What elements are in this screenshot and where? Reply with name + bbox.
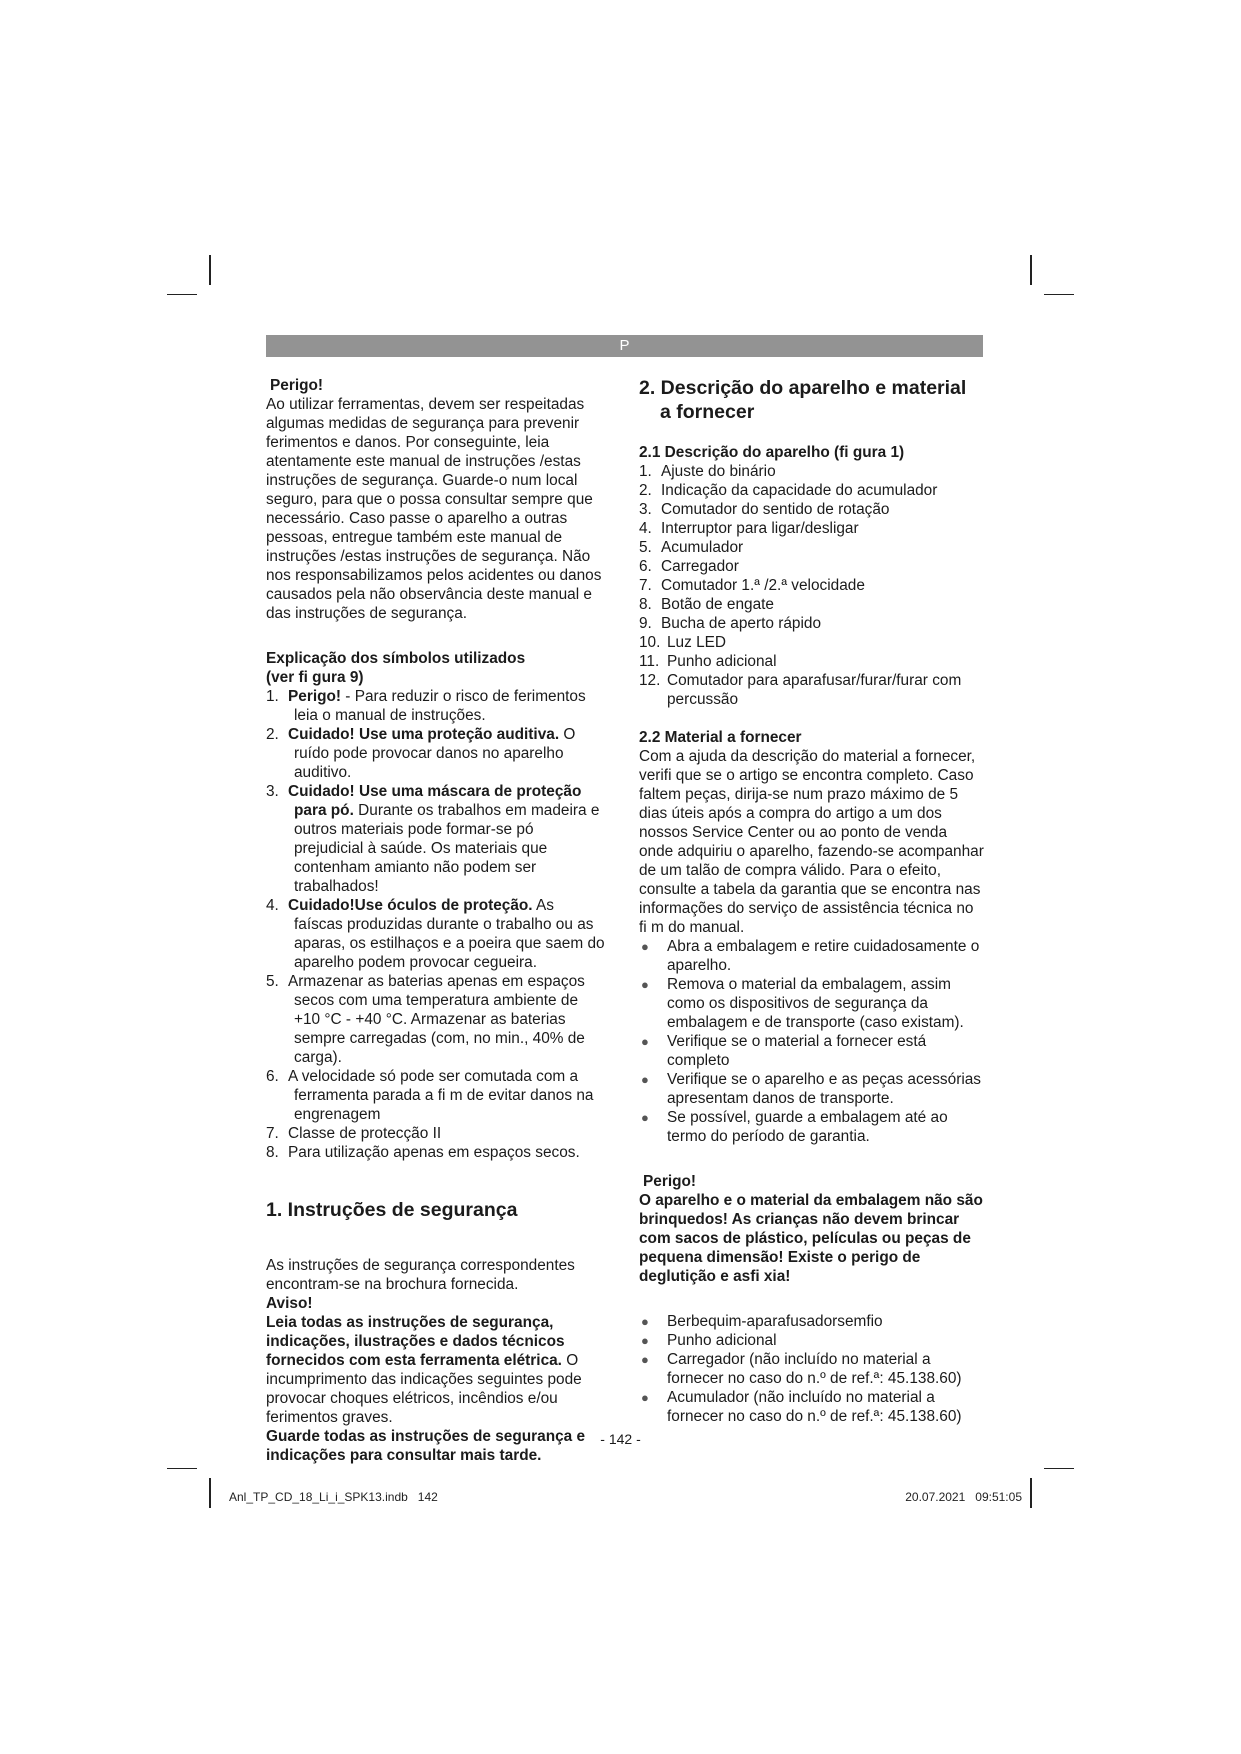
footer-file: Anl_TP_CD_18_Li_i_SPK13.indb 142 <box>229 1490 438 1504</box>
list-item: 8. Botão de engate <box>639 596 774 613</box>
crop-mark <box>209 255 211 285</box>
right-column <box>639 376 984 1426</box>
list-item: 9. Bucha de aperto rápido <box>639 615 822 632</box>
symbols-list <box>266 687 606 1162</box>
list-item: 3. Comutador do sentido de rotação <box>639 501 890 518</box>
perigo-heading: Perigo! <box>270 377 324 394</box>
sub22-paragraph: Com a ajuda da descrição do material a fornecer, verifi que se o artigo se encontra completo. Caso faltem peças, dirija-se num prazo máximo de 5 dias úteis após a compra do artigo a um dos nossos Service Center ou ao ponto de venda onde adquiriu o aparelho, fazendo-se acompanhar de um talão de compra válido. Para o efeito, consulte a tabela da garantia que se encontra nas informações do serviço de assistência técnica no fi m do manual. <box>639 748 984 936</box>
bullet-icon: ● <box>641 1390 649 1405</box>
symbols-heading-ref: (ver fi gura 9) <box>266 669 364 686</box>
perigo2-paragraph: O aparelho e o material da embalagem não são brinquedos! As crianças não devem brincar com sacos de plástico, películas ou peças de pequena dimensão! Existe o perigo de deglutição e asfi xia! <box>639 1192 983 1285</box>
list-item: 5. Armazenar as baterias apenas em espaços secos com uma temperatura ambiente de +10 °C - +40 °C. Armazenar as baterias sempre carregadas (com, no min., 40% de carga). <box>266 973 585 1066</box>
language-header-bar <box>266 335 983 357</box>
list-item: ● Abra a embalagem e retire cuidadosamente o aparelho. <box>641 938 980 974</box>
list-item: 11. Punho adicional <box>639 653 777 670</box>
bullet-icon: ● <box>641 1352 649 1367</box>
aviso-heading: Aviso! <box>266 1295 313 1312</box>
language-code: P <box>619 337 630 354</box>
section1-title: 1. Instruções de segurança <box>266 1199 518 1221</box>
crop-mark <box>1044 294 1074 295</box>
parts-list <box>639 462 984 709</box>
list-item: 4. Cuidado!Use óculos de proteção. As faíscas produzidas durante o trabalho ou as aparas, os estilhaços e a poeira que saem do aparelho podem provocar cegueira. <box>266 897 605 971</box>
perigo2-heading: Perigo! <box>643 1173 697 1190</box>
left-column <box>266 376 606 1465</box>
section2-title: 2. Descrição do aparelho e material a fornecer <box>639 377 967 423</box>
list-item: 1. Ajuste do binário <box>639 463 776 480</box>
sub22-title: 2.2 Material a fornecer <box>639 729 802 746</box>
footer-datetime: 20.07.2021 09:51:05 <box>905 1490 1022 1504</box>
list-item: 2. Cuidado! Use uma proteção auditiva. O ruído pode provocar danos no aparelho auditivo. <box>266 726 576 781</box>
perigo-paragraph: Ao utilizar ferramentas, devem ser respeitadas algumas medidas de segurança para prevenir ferimentos e danos. Por conseguinte, leia atentamente este manual de instruções /estas instruções de segurança. Guarde-o num local seguro, para que o possa consultar sempre que necessário. Caso passe o aparelho a outras pessoas, entregue também este manual de instruções /estas instruções de segurança. Não nos responsabilizamos pelos acidentes ou danos causados pela não observância deste manual e das instruções de segurança. <box>266 396 602 622</box>
bullet-icon: ● <box>641 1072 649 1087</box>
bullet-icon: ● <box>641 1034 649 1049</box>
list-item: 8. Para utilização apenas em espaços secos. <box>266 1144 580 1161</box>
guarde-paragraph: Guarde todas as instruções de segurança e indicações para consultar mais tarde. <box>266 1428 586 1464</box>
list-item: 10. Luz LED <box>639 634 727 651</box>
list-item: 5. Acumulador <box>639 539 744 556</box>
list-item: 4. Interruptor para ligar/desligar <box>639 520 859 537</box>
list-item: 7. Comutador 1.ª /2.ª velocidade <box>639 577 865 594</box>
list-item: ● Acumulador (não incluído no material a fornecer no caso do n.º de ref.ª: 45.138.60) <box>641 1389 962 1425</box>
crop-mark <box>1044 1468 1074 1469</box>
page-number: - 142 - <box>600 1431 641 1447</box>
sub21-title: 2.1 Descrição do aparelho (fi gura 1) <box>639 444 905 461</box>
list-item: 2. Indicação da capacidade do acumulador <box>639 482 938 499</box>
crop-mark <box>167 1468 197 1469</box>
list-item: ● Punho adicional <box>641 1332 777 1349</box>
contents-list <box>639 1312 984 1426</box>
bullet-icon: ● <box>641 1333 649 1348</box>
bullet-icon: ● <box>641 1314 649 1329</box>
bullet-icon: ● <box>641 1110 649 1125</box>
steps-list <box>639 937 984 1146</box>
section1-paragraph: As instruções de segurança correspondentes encontram-se na brochura fornecida. <box>266 1257 575 1293</box>
list-item: ● Berbequim-aparafusadorsemfio <box>641 1313 883 1330</box>
list-item: 12. Comutador para aparafusar/furar/furar com percussão <box>639 672 962 708</box>
crop-mark <box>1030 1478 1032 1508</box>
list-item: 6. Carregador <box>639 558 739 575</box>
list-item: 1. Perigo! - Para reduzir o risco de ferimentos leia o manual de instruções. <box>266 688 586 724</box>
list-item: ● Se possível, guarde a embalagem até ao termo do período de garantia. <box>641 1109 948 1145</box>
aviso-paragraph: Leia todas as instruções de segurança, indicações, ilustrações e dados técnicos fornecidos com esta ferramenta elétrica. O incumprimento das indicações seguintes pode provocar choques elétricos, incêndios e/ou ferimentos graves. <box>266 1314 582 1426</box>
list-item: ● Verifique se o aparelho e as peças acessórias apresentam danos de transporte. <box>641 1071 981 1107</box>
symbols-heading: Explicação dos símbolos utilizados <box>266 650 526 667</box>
crop-mark <box>167 294 197 295</box>
list-item: ● Verifique se o material a fornecer está completo <box>641 1033 927 1069</box>
crop-mark <box>209 1478 211 1508</box>
list-item: 3. Cuidado! Use uma máscara de proteção para pó. Durante os trabalhos em madeira e outros materiais pode formar-se pó prejudicial à saúde. Os materiais que contenham amianto não podem ser trabalhados! <box>266 783 600 895</box>
list-item: 6. A velocidade só pode ser comutada com a ferramenta parada a fi m de evitar danos na engrenagem <box>266 1068 594 1123</box>
bullet-icon: ● <box>641 977 649 992</box>
list-item: 7. Classe de protecção II <box>266 1125 442 1142</box>
list-item: ● Remova o material da embalagem, assim como os dispositivos de segurança da embalagem e de transporte (caso existam). <box>641 976 964 1031</box>
bullet-icon: ● <box>641 939 649 954</box>
crop-mark <box>1030 255 1032 285</box>
list-item: ● Carregador (não incluído no material a fornecer no caso do n.º de ref.ª: 45.138.60) <box>641 1351 962 1387</box>
